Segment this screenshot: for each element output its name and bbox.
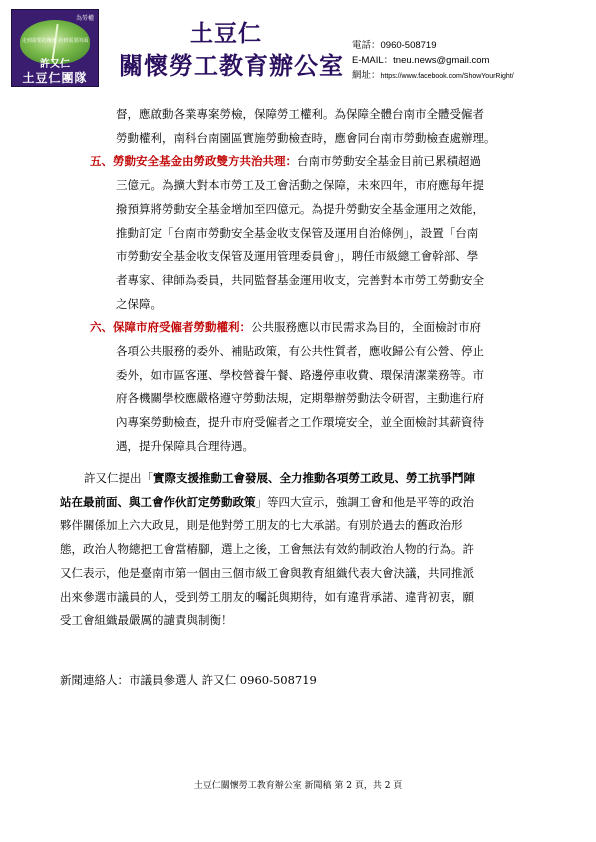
- email: E-MAIL：tneu.news@gmail.com: [352, 55, 490, 66]
- text-line: 市勞動安全基金收支保管及運用管理委員會」，聘任市級總工會幹部、學: [116, 249, 479, 264]
- logo-slogan: 走到需要的角落 看到需要的面: [21, 38, 89, 44]
- pledges-part-1: 實際支援推動工會發展、全力推動各項勞工政見、勞工抗爭鬥陣: [153, 471, 475, 485]
- summary-paragraph: [60, 467, 572, 633]
- item-6-text: 公共服務應以市民需求為目的，全面檢討市府: [251, 320, 481, 335]
- para-line-1: [60, 467, 572, 491]
- text-line: 三億元。為擴大對本市勞工及工會活動之保障，未來四年，市府應每年提: [116, 178, 484, 193]
- pledges-part-2: 站在最前面、與工會作伙訂定勞動政策: [60, 494, 256, 509]
- text-line: 督，應啟動各業專案勞檢，保障勞工權利。為保障全體台南市全體受僱者: [116, 107, 484, 121]
- item-5-text: 台南市勞動安全基金目前已累積超過: [297, 154, 481, 169]
- press-contact: 新聞連絡人：市議員參選人 許又仁 0960-508719: [60, 673, 317, 687]
- website-url[interactable]: https://www.facebook.com/ShowYourRight/: [380, 73, 514, 80]
- text-line: 態，政治人物總把工會當樁腳，選上之後，工會無法有效約制政治人物的行為。許: [60, 542, 474, 557]
- org-short-name: 土豆仁: [190, 20, 262, 47]
- text-line: 又仁表示，他是臺南市第一個由三個市級工會與教育組織代表大會決議，共同推派: [60, 565, 474, 580]
- phone: 電話：0960-508719: [352, 40, 437, 51]
- text-line: 撥預算將勞動安全基金增加至四億元。為提升勞動安全基金運用之效能，: [116, 201, 484, 216]
- text-line: 者專家、律師為委員，共同監督基金運用收支，完善對本市勞工勞動安全: [116, 272, 484, 287]
- item-5-heading: 五、勞動安全基金由勞政雙方共治共理：: [90, 154, 297, 169]
- contact-block: [352, 38, 514, 84]
- policy-list: [90, 103, 570, 459]
- logo-name: 許又仁: [40, 59, 70, 70]
- para-text: 」等四大宣示，強調工會和他是平等的政治: [255, 494, 474, 509]
- para-intro: 許又仁提出「: [84, 471, 153, 485]
- para-line-2: [60, 491, 572, 515]
- text-line: 之保障。: [116, 296, 162, 311]
- logo-badge: 為勞權: [75, 15, 94, 22]
- text-line: 出來參選市議員的人，受到勞工朋友的囑託與期待，如有違背承諾、違背初衷，願: [60, 589, 474, 604]
- letterhead: [0, 0, 596, 92]
- website-label: 網址：: [352, 70, 381, 81]
- page-footer: 土豆仁關懷勞工教育辦公室 新聞稿 第 2 頁，共 2 頁: [193, 781, 403, 791]
- team-logo: [11, 9, 99, 87]
- text-line: 推動訂定「台南市勞動安全基金收支保管及運用自治條例」，設置「台南: [116, 225, 479, 240]
- website: [352, 68, 514, 84]
- item-5-first-line: [90, 150, 570, 174]
- text-line: 府各機關學校應嚴格遵守勞動法規，定期舉辦勞動法令研習，主動進行府: [116, 391, 484, 406]
- text-line: 各項公共服務的委外、補貼政策，有公共性質者，應收歸公有公營、停止: [116, 344, 484, 359]
- item-6-first-line: [90, 316, 570, 340]
- text-line: 受工會組織最嚴厲的譴責與制衡！: [60, 613, 233, 628]
- text-line: 夥伴關係加上六大政見，則是他對勞工朋友的七大承諾。有別於過去的舊政治形: [60, 518, 463, 533]
- item-6-heading: 六、保障市府受僱者勞動權利：: [90, 320, 251, 335]
- org-full-name: 關懷勞工教育辦公室: [119, 51, 344, 80]
- text-line: 遇，提升保障具合理待遇。: [116, 438, 254, 453]
- text-line: 勞動權利，南科台南園區實施勞動檢查時，應會同台南市勞動檢查處辦理。: [116, 130, 496, 145]
- text-line: 內專案勞動檢查，提升市府受僱者之工作環境安全，並全面檢討其薪資待: [116, 415, 484, 430]
- logo-team: 土豆仁團隊: [22, 71, 88, 85]
- text-line: 委外，如市區客運、學校營養午餐、路邊停車收費、環保清潔業務等。市: [116, 367, 484, 382]
